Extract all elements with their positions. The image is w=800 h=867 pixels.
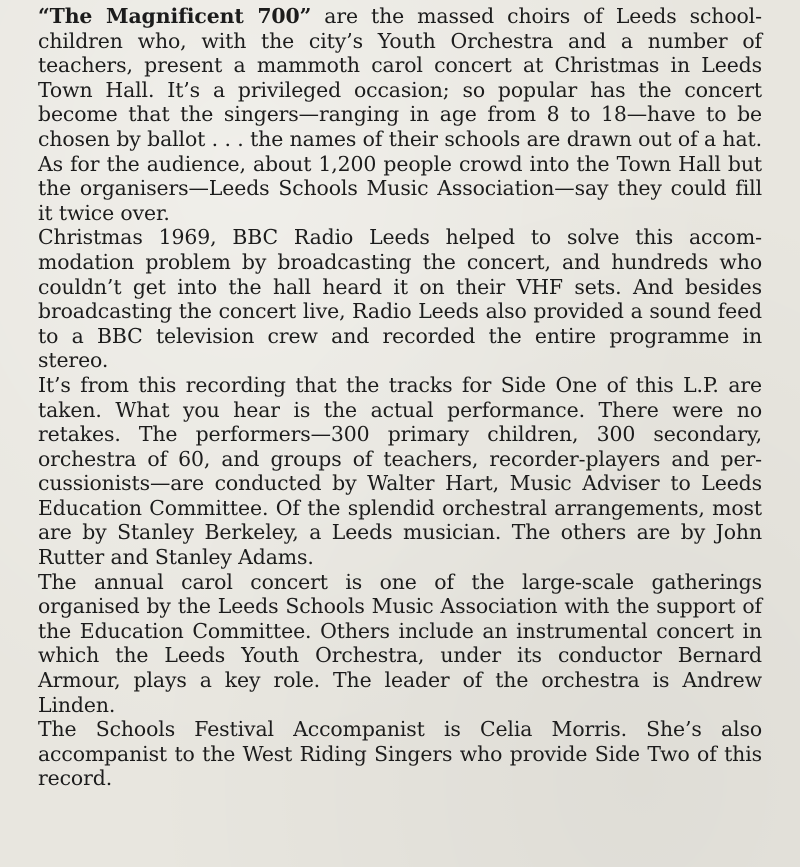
broadcast-paragraph: Christmas 1969, BBC Radio Leeds helped to solve this accommodation problem by broadcasting the concert, and hundreds who couldn’t get into the hall heard it on their VHF sets. And besides broadcasting the concert live, Radio Leeds also provided a sound feed to a BBC television crew and recorded the entire programme in stereo. (38, 225, 762, 373)
accompanist-paragraph: The Schools Festival Accompanist is Celia Morris. She’s also accompanist to the West Riding Singers who provide Side Two of this record. (38, 717, 762, 791)
choir-name-heading: “The Magnificent 700” (38, 4, 312, 28)
intro-paragraph (38, 4, 762, 225)
recording-paragraph: It’s from this recording that the tracks for Side One of this L.P. are taken. What you hear is the actual performance. There were no retakes. The performers—300 primary children, 300 secondary, orchestra of 60, and groups of teachers, recorder-players and percussionists—are conducted by Walter Hart, Music Adviser to Leeds Education Committee. Of the splendid orchestral arrangements, most are by Stanley Berkeley, a Leeds musician. The others are by John Rutter and Stanley Adams. (38, 372, 762, 570)
association-paragraph: The annual carol concert is one of the large-scale gatherings organised by the Leeds Schools Music Association with the support of the Education Committee. Others include an instrumental concert in which the Leeds Youth Orchestra, under its conductor Bernard Armour, plays a key role. The leader of the orchestra is Andrew Linden. (38, 569, 762, 717)
intro-paragraph-text: are the massed choirs of Leeds schoolchildren who, with the city’s Youth Orchestra and a number of teachers, present a mammoth carol concert at Christmas in Leeds Town Hall. It’s a privileged occasion; so popular has the concert become that the singers—ranging in age from 8 to 18—have to be chosen by ballot . . . the names of their schools are drawn out of a hat. As for the audience, about 1,200 people crowd into the Town Hall but the organisers—Leeds Schools Music Association—say they could fill it twice over. (38, 4, 762, 225)
